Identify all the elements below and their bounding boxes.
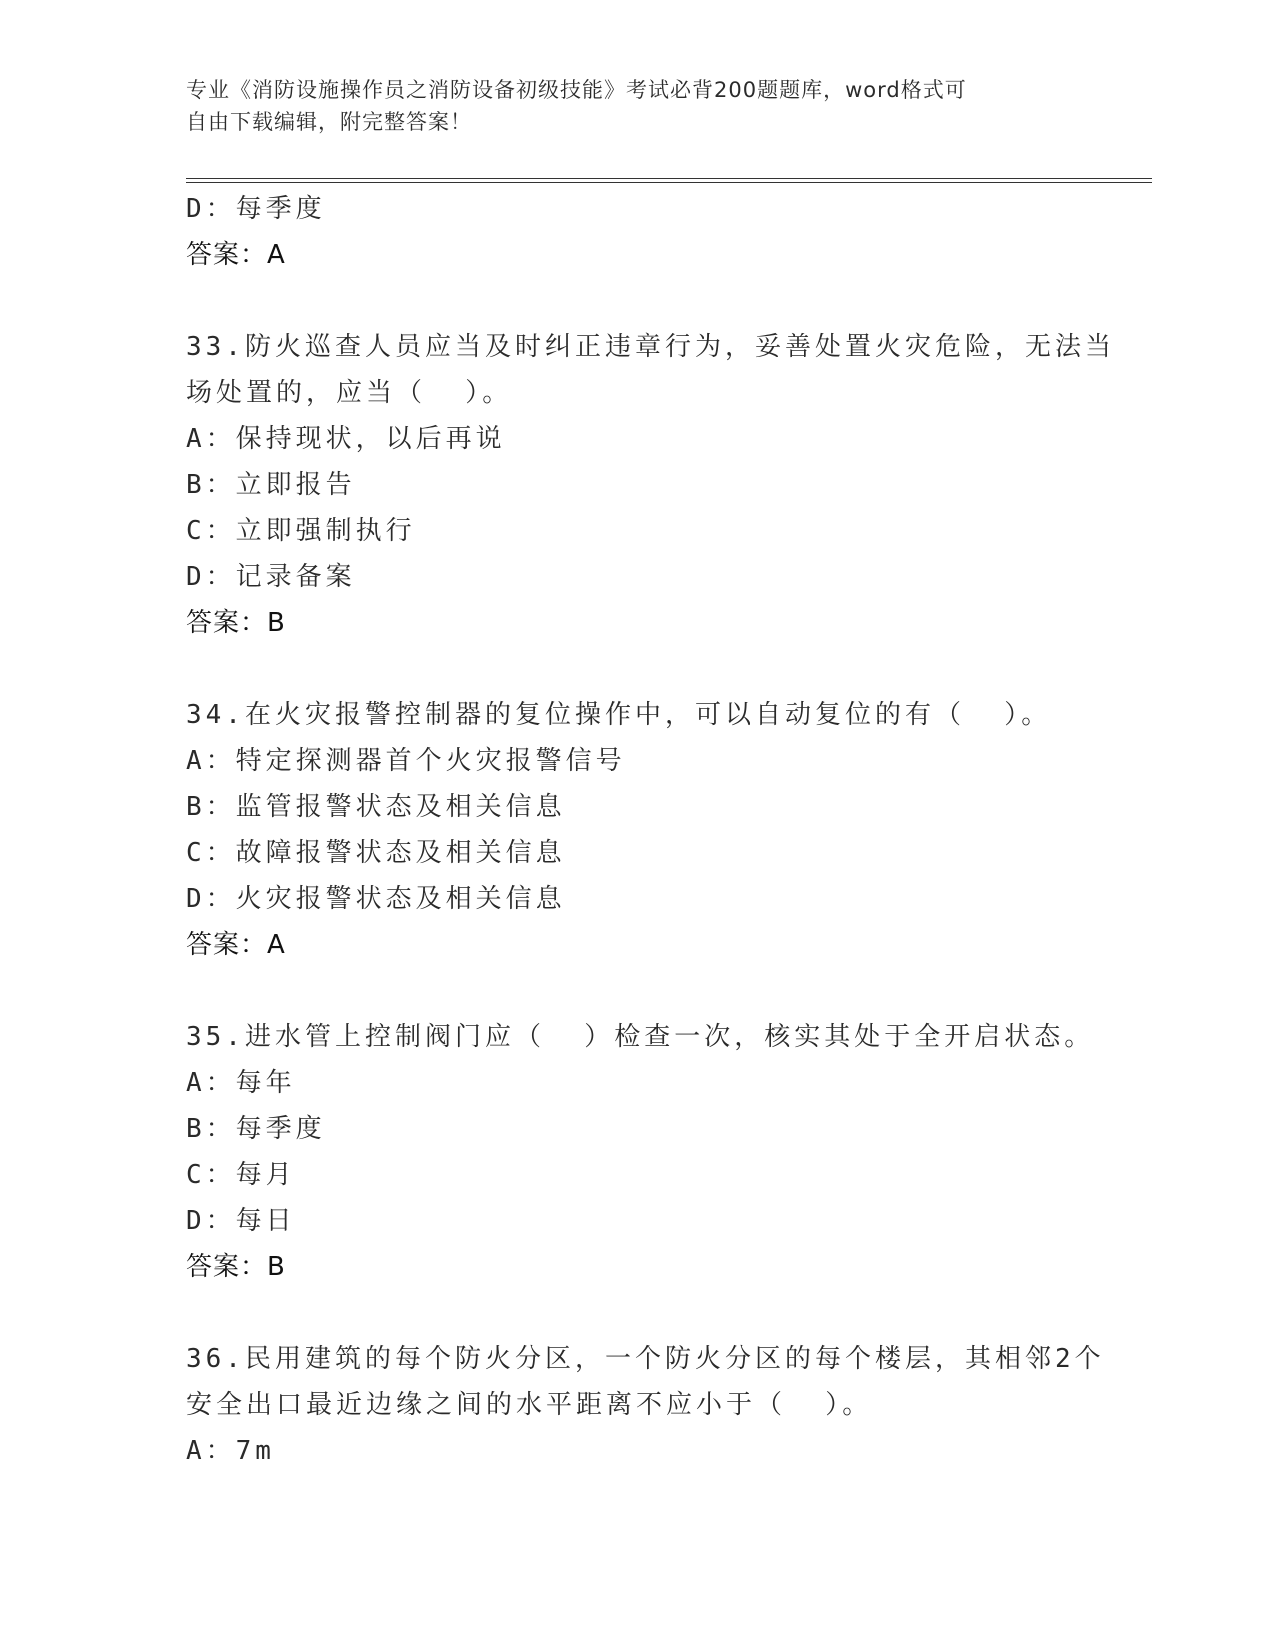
header-title-line-1: 专业《消防设施操作员之消防设备初级技能》考试必背200题题库，word格式可	[186, 78, 967, 102]
option-d: D：火灾报警状态及相关信息	[186, 884, 566, 914]
prev-option-d: D：每季度	[186, 194, 326, 224]
option-d: D：每日	[186, 1206, 296, 1236]
option-c: C：每月	[186, 1160, 296, 1190]
question-stem-line: 34.在火灾报警控制器的复位操作中，可以自动复位的有（ ）。	[186, 700, 1052, 730]
spacer	[186, 646, 1086, 692]
option-d: D：记录备案	[186, 562, 356, 592]
option-c: C：立即强制执行	[186, 516, 416, 546]
question-stem-line: 场处置的，应当（ ）。	[186, 378, 513, 408]
document-header	[186, 74, 1066, 138]
option-c: C：故障报警状态及相关信息	[186, 838, 566, 868]
option-a: A：特定探测器首个火灾报警信号	[186, 746, 626, 776]
question-stem-line: 安全出口最近边缘之间的水平距离不应小于（ ）。	[186, 1390, 873, 1420]
question-34	[186, 692, 1086, 968]
spacer	[186, 1290, 1086, 1336]
header-title-line-2: 自由下载编辑，附完整答案！	[186, 110, 472, 134]
question-36	[186, 1336, 1105, 1474]
option-b: B：每季度	[186, 1114, 326, 1144]
answer: 答案：B	[186, 1252, 286, 1282]
header-divider	[186, 178, 1152, 183]
option-a: A：每年	[186, 1068, 296, 1098]
document-body	[186, 186, 1115, 1474]
question-35	[186, 1014, 1095, 1290]
spacer	[186, 278, 1086, 324]
prev-answer: 答案：A	[186, 240, 286, 270]
question-stem-line: 36.民用建筑的每个防火分区，一个防火分区的每个楼层，其相邻2个	[186, 1344, 1105, 1374]
option-b: B：立即报告	[186, 470, 356, 500]
spacer	[186, 968, 1086, 1014]
option-a: A：保持现状，以后再说	[186, 424, 506, 454]
question-stem-line: 33.防火巡查人员应当及时纠正违章行为，妥善处置火灾危险，无法当	[186, 332, 1115, 362]
option-b: B：监管报警状态及相关信息	[186, 792, 566, 822]
option-a: A：7m	[186, 1436, 275, 1466]
answer: 答案：A	[186, 930, 286, 960]
question-33	[186, 324, 1115, 646]
question-stem-line: 35.进水管上控制阀门应（ ）检查一次，核实其处于全开启状态。	[186, 1022, 1095, 1052]
answer: 答案：B	[186, 608, 286, 638]
